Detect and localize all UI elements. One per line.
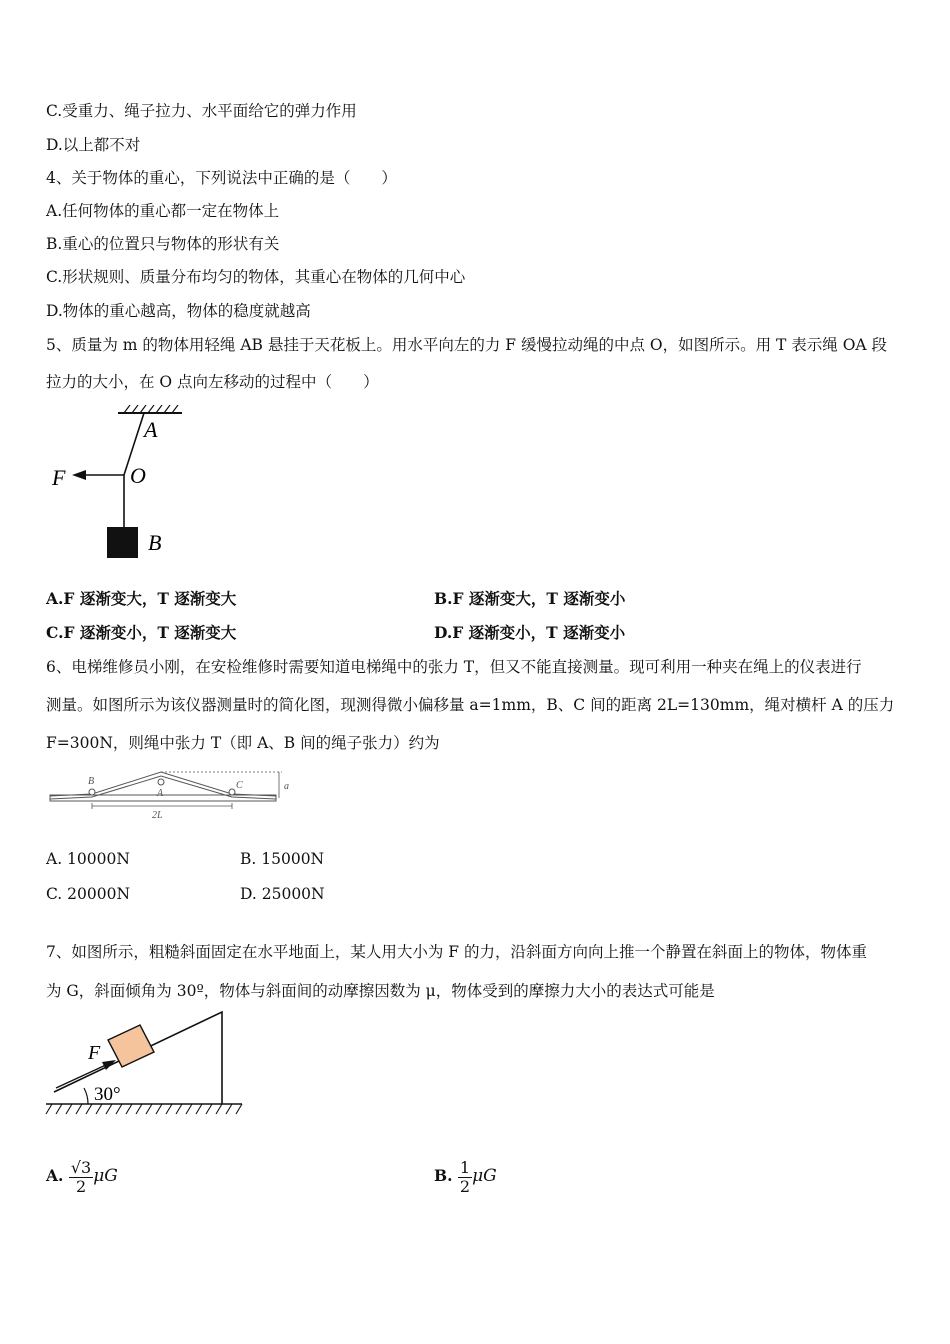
q5-option-c: C.F 逐渐变小，T 逐渐变大 xyxy=(46,623,237,642)
q5-option-d: D.F 逐渐变小，T 逐渐变小 xyxy=(434,623,626,642)
label-angle: 30° xyxy=(94,1084,121,1105)
q3-option-c: C.受重力、绳子拉力、水平面给它的弹力作用 xyxy=(46,102,357,120)
label-a: A xyxy=(144,417,158,442)
q3-option-d: D.以上都不对 xyxy=(46,136,141,154)
fraction-denominator: 2 xyxy=(75,1176,87,1196)
q6-stem-line3: F=300N，则绳中张力 T（即 A、B 间的绳子张力）约为 xyxy=(46,734,440,752)
label-o: O xyxy=(130,463,146,488)
label-offset: a xyxy=(284,781,289,792)
label-span: 2L xyxy=(152,810,163,821)
label-a: A xyxy=(157,788,164,799)
q6-option-d: D. 25000N xyxy=(240,885,325,903)
q7-figure xyxy=(44,1008,244,1120)
label-b: B xyxy=(88,776,95,787)
label-c: C xyxy=(236,780,243,791)
q6-stem-line1: 6、电梯维修员小刚，在安检维修时需要知道电梯绳中的张力 T，但又不能直接测量。现可利用一种夹在绳上的仪表进行 xyxy=(46,658,862,676)
q5-stem-line2: 拉力的大小，在 O 点向左移动的过程中（ ） xyxy=(46,373,379,391)
q5-option-b: B.F 逐渐变大，T 逐渐变小 xyxy=(434,589,626,608)
block-b xyxy=(107,527,138,558)
q7-option-b-label: B. xyxy=(434,1166,453,1185)
q5-option-a: A.F 逐渐变大，T 逐渐变大 xyxy=(46,589,237,608)
q7-stem-line1: 7、如图所示，粗糙斜面固定在水平地面上，某人用大小为 F 的力，沿斜面方向向上推一个静置在斜面上的物体，物体重 xyxy=(46,943,867,961)
q7-option-b-fraction xyxy=(458,1159,472,1196)
q4-stem: 4、关于物体的重心，下列说法中正确的是（ ） xyxy=(46,169,397,187)
label-f: F xyxy=(88,1042,101,1064)
q7-option-a-fraction xyxy=(69,1159,93,1196)
fraction-numerator: √3 xyxy=(70,1157,92,1177)
fraction-numerator: 1 xyxy=(459,1157,471,1177)
q4-option-d: D.物体的重心越高，物体的稳度就越高 xyxy=(46,302,311,320)
q6-figure xyxy=(46,762,306,824)
q6-stem-line2: 测量。如图所示为该仪器测量时的简化图，现测得微小偏移量 a=1mm，B、C 间的距离 2L=130mm，绳对横杆 A 的压力 xyxy=(46,696,895,714)
q6-option-c: C. 20000N xyxy=(46,885,131,903)
q6-option-b: B. 15000N xyxy=(240,850,325,868)
label-b: B xyxy=(148,530,162,555)
q5-figure xyxy=(46,405,206,565)
q5-stem-line1: 5、质量为 m 的物体用轻绳 AB 悬挂于天花板上。用水平向左的力 F 缓慢拉动绳的中点 O，如图所示。用 T 表示绳 OA 段 xyxy=(46,336,888,354)
q7-option-b-expression: μG xyxy=(472,1166,497,1186)
q6-option-a: A. 10000N xyxy=(46,850,130,868)
label-f: F xyxy=(52,465,66,490)
q7-stem-line2: 为 G，斜面倾角为 30º，物体与斜面间的动摩擦因数为 μ，物体受到的摩擦力大小的表达式可能是 xyxy=(46,982,715,1000)
q7-option-a-expression: μG xyxy=(93,1166,118,1186)
fraction-denominator: 2 xyxy=(459,1176,471,1196)
q4-option-c: C.形状规则、质量分布均匀的物体，其重心在物体的几何中心 xyxy=(46,268,466,286)
q4-option-b: B.重心的位置只与物体的形状有关 xyxy=(46,235,280,253)
q4-option-a: A.任何物体的重心都一定在物体上 xyxy=(46,202,280,220)
q7-option-a-label: A. xyxy=(46,1166,64,1185)
q7-option-b xyxy=(434,1152,497,1200)
q7-option-a xyxy=(46,1152,118,1200)
